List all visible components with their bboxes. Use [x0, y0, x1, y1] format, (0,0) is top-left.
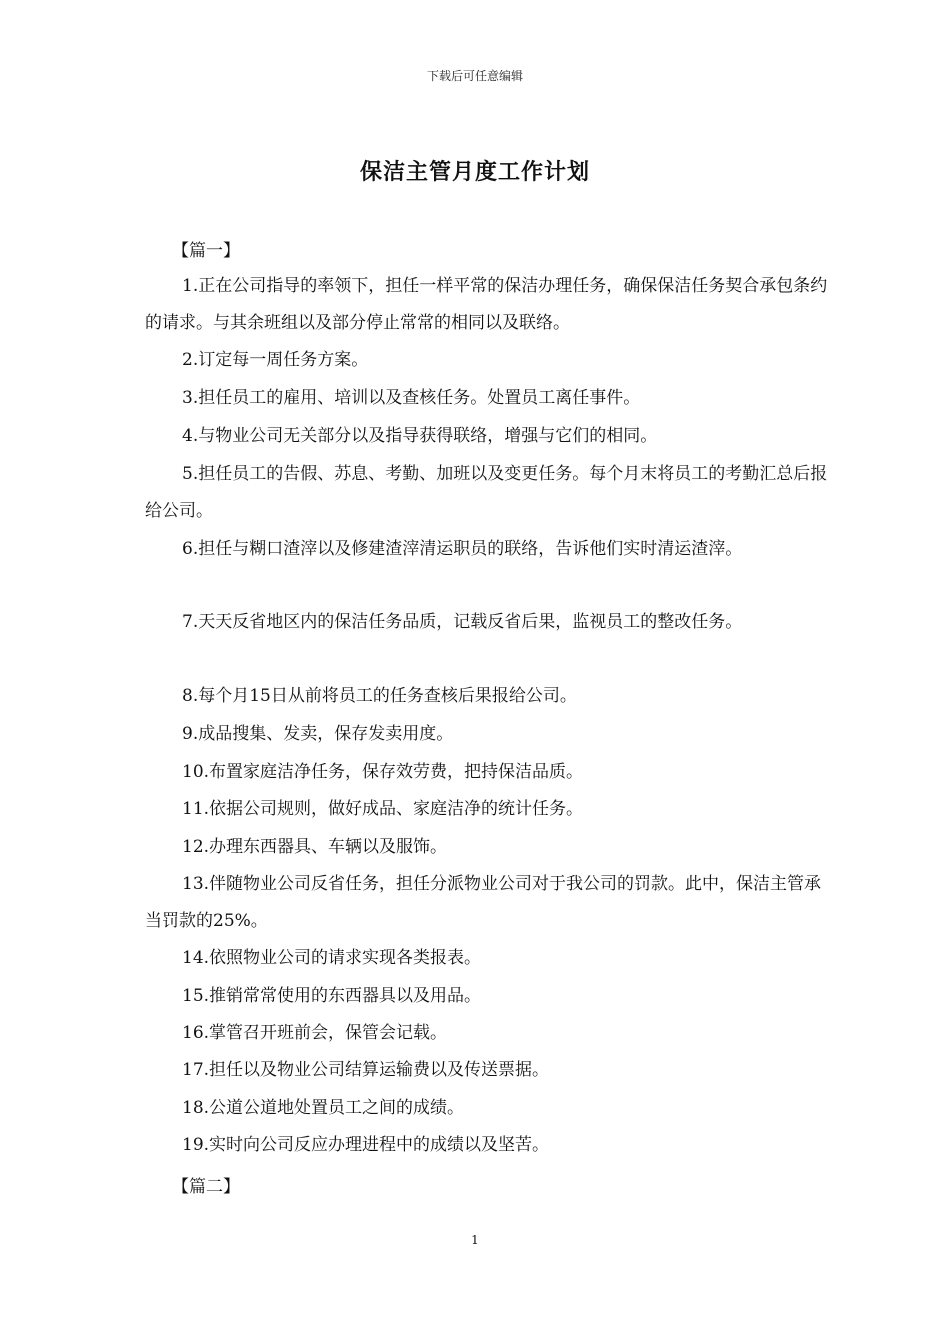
list-item: 6.担任与糊口渣滓以及修建渣滓清运职员的联络，告诉他们实时清运渣滓。	[182, 539, 743, 559]
list-item: 1.正在公司指导的率领下，担任一样平常的保洁办理任务，确保保洁任务契合承包条约的请求。与其余班组以及部分停止常常的相同以及联络。	[145, 276, 828, 333]
list-item: 11.依据公司规则，做好成品、家庭洁净的统计任务。	[182, 799, 584, 819]
list-item: 19.实时向公司反应办理进程中的成绩以及坚苦。	[182, 1135, 550, 1155]
list-item: 10.布置家庭洁净任务，保存效劳费，把持保洁品质。	[182, 762, 584, 782]
list-item: 9.成品搜集、发卖，保存发卖用度。	[182, 724, 454, 744]
page-number: 1	[471, 1233, 479, 1247]
list-item: 12.办理东西器具、车辆以及服饰。	[182, 837, 448, 857]
document-title: 保洁主管月度工作计划	[359, 160, 590, 185]
list-item: 5.担任员工的告假、苏息、考勤、加班以及变更任务。每个月末将员工的考勤汇总后报给公司。	[145, 464, 828, 521]
list-item: 3.担任员工的雇用、培训以及查核任务。处置员工离任事件。	[182, 388, 641, 408]
list-item: 13.伴随物业公司反省任务，担任分派物业公司对于我公司的罚款。此中，保洁主管承当罚款的25%。	[145, 874, 822, 931]
list-item: 14.依照物业公司的请求实现各类报表。	[182, 948, 482, 968]
list-item: 15.推销常常使用的东西器具以及用品。	[182, 986, 482, 1006]
list-item: 4.与物业公司无关部分以及指导获得联络，增强与它们的相同。	[182, 426, 658, 446]
header-note: 下载后可任意编辑	[426, 69, 523, 83]
list-item: 8.每个月15日从前将员工的任务查核后果报给公司。	[182, 686, 577, 706]
section-label-1: 【篇一】	[172, 241, 240, 261]
list-item: 2.订定每一周任务方案。	[182, 350, 369, 370]
list-item: 16.掌管召开班前会，保管会记载。	[182, 1023, 448, 1043]
list-item: 7.天天反省地区内的保洁任务品质，记载反省后果，监视员工的整改任务。	[182, 612, 743, 632]
section-label-2: 【篇二】	[172, 1177, 240, 1197]
list-item: 18.公道公道地处置员工之间的成绩。	[182, 1098, 465, 1118]
list-item: 17.担任以及物业公司结算运输费以及传送票据。	[182, 1060, 550, 1080]
